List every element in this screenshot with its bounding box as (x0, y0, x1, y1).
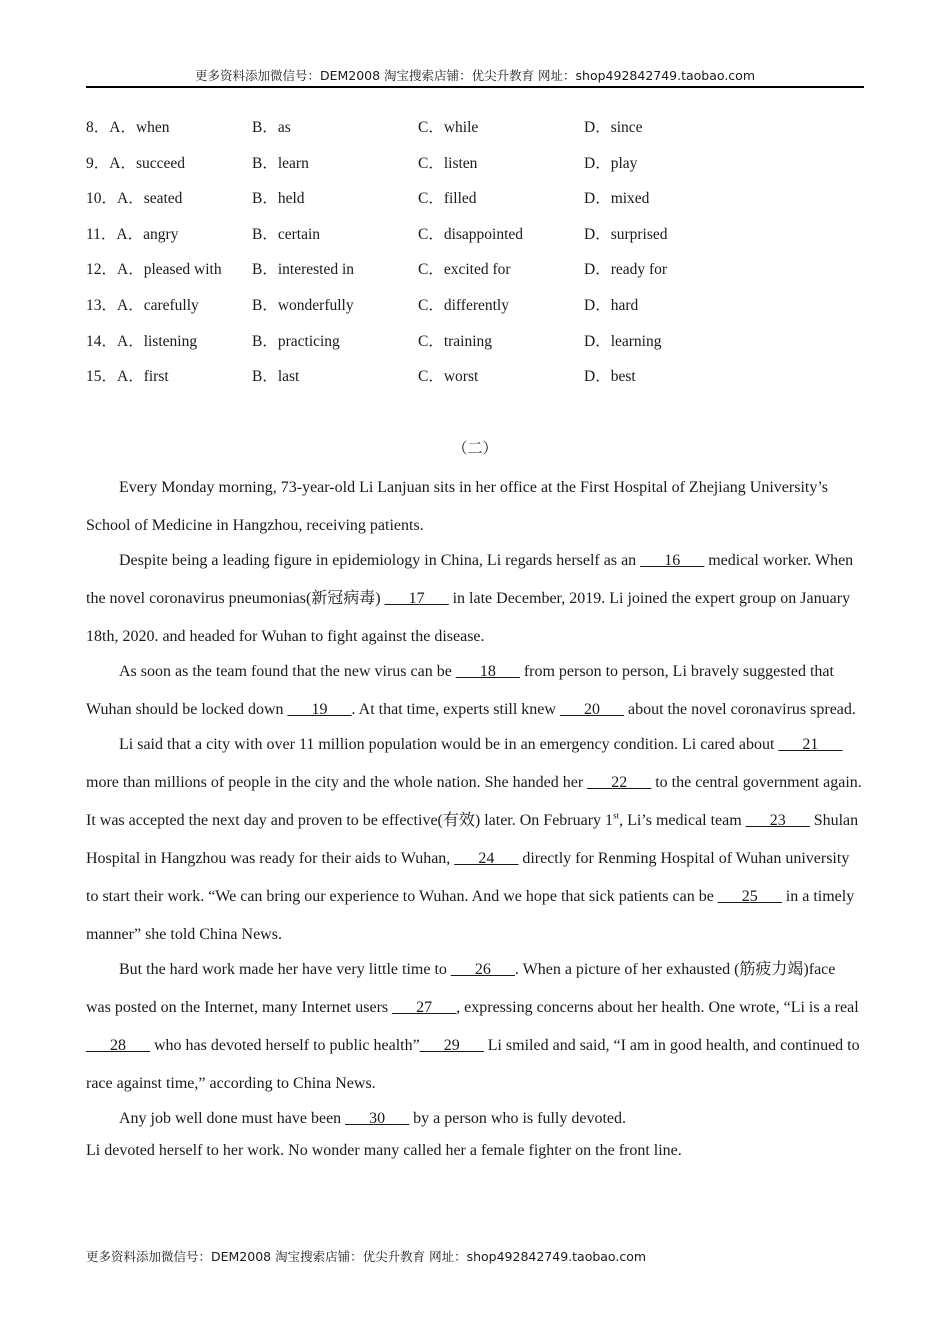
text: more than millions of people in the city and the whole nation. She handed her (86, 774, 588, 791)
option-c: C．disappointed (418, 225, 524, 243)
blank-24: ___24___ (454, 850, 519, 867)
question-row (86, 329, 864, 365)
blank-27: ___27___ (392, 999, 457, 1016)
blank-25: ___25___ (717, 888, 782, 905)
blank-20: ___20___ (559, 701, 624, 718)
option-a: 10．A．seated (86, 190, 183, 208)
blank-26: ___26___ (450, 961, 515, 978)
option-b: B．interested in (252, 261, 355, 279)
option-b: B．wonderfully (252, 296, 354, 314)
reading-passage (86, 469, 864, 1164)
blank-18: ___18___ (455, 663, 520, 680)
option-d: D．play (584, 154, 638, 172)
option-a: 9．A．succeed (86, 154, 185, 172)
option-c: C．differently (418, 296, 509, 314)
question-row (86, 257, 864, 293)
option-a: 15．A．first (86, 368, 169, 386)
superscript: st (613, 810, 620, 821)
option-a: 8．A．when (86, 119, 170, 136)
option-a: 11．A．angry (86, 225, 179, 243)
text: to the central government again. It was accepted the next day and proven to be effective(有效) later. On February 1 (86, 774, 862, 829)
text: who has devoted herself to public health” (150, 1037, 420, 1054)
question-row (86, 364, 864, 400)
page-header: 更多资料添加微信号：DEM2008 淘宝搜索店铺：优尖升教育 网址：shop492842749.taobao.com (194, 68, 756, 83)
question-row (86, 222, 864, 258)
paragraph (86, 653, 864, 729)
text: medical worker. When the novel coronavirus pneumonias(新冠病毒) (86, 552, 854, 607)
text: Any job well done must have been (119, 1110, 346, 1127)
text: in a timely manner” she told China News. (86, 888, 855, 943)
option-a: 13．A．carefully (86, 296, 199, 314)
option-a: 14．A．listening (86, 332, 198, 350)
option-d: D．since (584, 119, 643, 136)
option-d: D．hard (584, 296, 639, 314)
option-d: D．ready for (584, 261, 668, 279)
option-c: C．training (418, 332, 493, 350)
option-c: C．excited for (418, 261, 511, 279)
paragraph (86, 542, 864, 656)
text: , expressing concerns about her health. One wrote, “Li is a real (456, 999, 859, 1016)
question-row (86, 115, 864, 151)
paragraph (86, 1135, 864, 1167)
paragraph (86, 1100, 864, 1138)
blank-16: ___16___ (640, 552, 705, 569)
option-b: B．practicing (252, 332, 340, 350)
text: from person to person, Li bravely suggested that Wuhan should be locked down (86, 663, 834, 718)
paragraph (86, 726, 864, 954)
option-c: C．while (418, 119, 479, 136)
text: Li said that a city with over 11 million population would be in an emergency condition. Li cared about (119, 736, 779, 753)
option-a: 12．A．pleased with (86, 261, 222, 279)
text: . When a picture of her exhausted (筋疲力竭)face was posted on the Internet, many Internet users (86, 961, 836, 1016)
answer-options (86, 115, 864, 400)
option-c: C．worst (418, 368, 479, 386)
text: Li devoted herself to her work. No wonder many called her a female fighter on the front line. (86, 1142, 682, 1159)
text: But the hard work made her have very little time to (119, 961, 451, 978)
option-d: D．surprised (584, 225, 668, 243)
option-d: D．learning (584, 332, 662, 350)
question-row (86, 186, 864, 222)
paragraph (86, 951, 864, 1103)
blank-19: ___19___ (287, 701, 352, 718)
option-b: B．last (252, 368, 300, 386)
option-c: C．filled (418, 190, 477, 208)
page-footer: 更多资料添加微信号：DEM2008 淘宝搜索店铺：优尖升教育 网址：shop492842749.taobao.com (86, 1249, 647, 1264)
question-row (86, 293, 864, 329)
text: Li smiled and said, “I am in good health, and continued to race against time,” according to China News. (86, 1037, 860, 1092)
blank-29: ___29___ (419, 1037, 484, 1054)
text: by a person who is fully devoted. (409, 1110, 627, 1127)
header-divider (86, 86, 864, 88)
text: directly for Renming Hospital of Wuhan university to start their work. “We can bring our experience to Wuhan. And we hope that sick patients can be (86, 850, 850, 905)
text: , Li’s medical team (619, 812, 746, 829)
blank-22: ___22___ (587, 774, 652, 791)
blank-28: ___28___ (86, 1037, 150, 1054)
text: in late December, 2019. Li joined the expert group on January 18th, 2020. and headed for Wuhan to fight against the disease. (86, 590, 851, 645)
option-d: D．mixed (584, 190, 650, 208)
option-b: B．certain (252, 225, 321, 243)
option-d: D．best (584, 368, 636, 386)
text: about the novel coronavirus spread. (623, 701, 856, 718)
option-b: B．as (252, 119, 291, 136)
blank-30: ___30___ (345, 1110, 410, 1127)
text: Despite being a leading figure in epidemiology in China, Li regards herself as an (119, 552, 641, 569)
text: As soon as the team found that the new virus can be (119, 663, 456, 680)
option-c: C．listen (418, 154, 478, 172)
blank-23: ___23___ (745, 812, 810, 829)
text: Shulan Hospital in Hangzhou was ready for their aids to Wuhan, (86, 812, 859, 867)
section-label: （二） (452, 441, 498, 457)
blank-21: ___21___ (778, 736, 843, 753)
text: Every Monday morning, 73-year-old Li Lanjuan sits in her office at the First Hospital of Zhejiang University’s School of Medicine in Hangzhou, receiving patients. (86, 479, 829, 534)
question-row (86, 151, 864, 187)
option-b: B．learn (252, 154, 309, 172)
paragraph (86, 469, 864, 545)
blank-17: ___17___ (384, 590, 449, 607)
text: . At that time, experts still knew (351, 701, 560, 718)
option-b: B．held (252, 190, 305, 208)
